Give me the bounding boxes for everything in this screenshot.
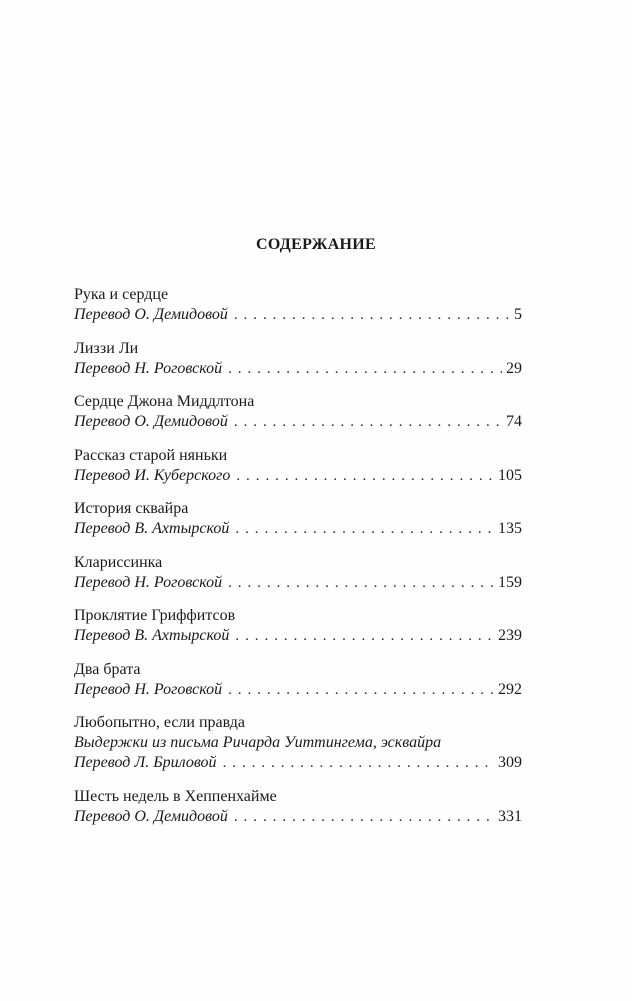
dot-leader: [228, 573, 494, 593]
toc-line: [74, 626, 522, 646]
toc-entry: [74, 660, 522, 700]
toc-line: [74, 753, 522, 773]
toc-entry: [74, 787, 522, 827]
toc-entry: [74, 392, 522, 432]
translator-credit: Перевод В. Ахтырской: [74, 627, 230, 644]
toc-line: [74, 412, 522, 432]
toc-entry: [74, 499, 522, 539]
story-subtitle: Выдержки из письма Ричарда Уиттингема, эсквайра: [74, 734, 442, 751]
page-number: 239: [498, 627, 522, 644]
toc-line: [74, 680, 522, 700]
page-number: 74: [506, 413, 522, 430]
story-title: Два брата: [74, 660, 141, 678]
toc-heading: СОДЕРЖАНИЕ: [255, 236, 377, 253]
toc-line: [74, 573, 522, 593]
translator-credit: Перевод Л. Бриловой: [74, 754, 217, 771]
toc-entry: [74, 339, 522, 379]
dot-leader: [235, 626, 494, 646]
story-title: Рассказ старой няньки: [74, 446, 228, 464]
translator-credit: Перевод И. Куберского: [74, 466, 231, 484]
dot-leader: [228, 680, 494, 700]
translator-credit: Перевод Н. Роговской: [74, 573, 223, 591]
translator-credit: Перевод О. Демидовой: [74, 807, 228, 825]
toc-entry: [74, 553, 522, 593]
toc-line: [74, 466, 522, 486]
story-title: Проклятие Гриффитсов: [74, 607, 236, 624]
page-number: 292: [498, 680, 522, 698]
toc-entry: [74, 285, 522, 325]
translator-credit: Перевод Н. Роговской: [74, 680, 223, 698]
story-title: История сквайра: [74, 500, 189, 517]
toc-line: [74, 305, 522, 325]
dot-leader: [234, 412, 502, 432]
dot-leader: [234, 807, 494, 827]
page-number: 105: [498, 466, 522, 484]
page-number: 5: [514, 306, 522, 323]
page-number: 29: [506, 359, 522, 377]
page-number: 309: [498, 754, 522, 771]
dot-leader: [223, 753, 494, 773]
page-number: 135: [498, 520, 522, 537]
translator-credit: Перевод В. Ахтырской: [74, 520, 230, 537]
toc-line: [74, 807, 522, 827]
translator-credit: Перевод О. Демидовой: [74, 306, 228, 323]
story-title: Рука и сердце: [74, 286, 169, 303]
page-number: 159: [498, 573, 522, 591]
dot-leader: [234, 305, 508, 325]
dot-leader: [236, 466, 494, 486]
toc-entry: [74, 446, 522, 486]
page-number: 331: [498, 807, 522, 825]
translator-credit: Перевод О. Демидовой: [74, 413, 228, 430]
toc-line: [74, 359, 522, 379]
story-title: Любопытно, если правда: [74, 714, 246, 731]
story-title: Кларисcинка: [74, 553, 163, 571]
toc-list: [74, 285, 522, 840]
toc-entry: [74, 606, 522, 646]
toc-line: [74, 519, 522, 539]
dot-leader: [235, 519, 494, 539]
translator-credit: Перевод Н. Роговской: [74, 359, 223, 377]
story-title: Лиззи Ли: [74, 339, 139, 357]
story-title: Шесть недель в Хеппенхайме: [74, 787, 277, 805]
story-title: Сердце Джона Миддлтона: [74, 393, 255, 410]
toc-entry: [74, 713, 522, 773]
dot-leader: [228, 359, 502, 379]
